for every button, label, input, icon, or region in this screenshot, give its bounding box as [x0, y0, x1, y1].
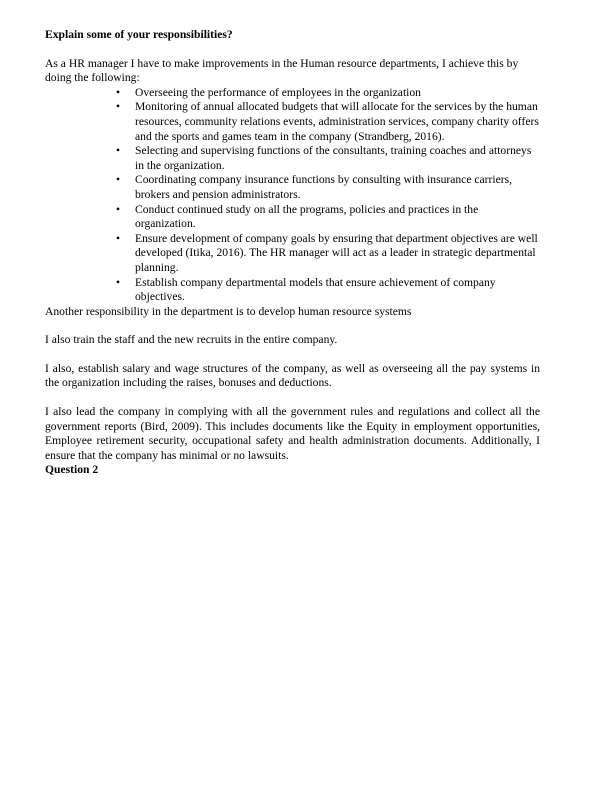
list-item-text: Conduct continued study on all the programs, policies and practices in the organization.	[135, 202, 479, 231]
bullet-icon: •	[116, 144, 121, 158]
list-item	[116, 144, 540, 173]
question-label: Question 2	[45, 463, 99, 477]
compliance-paragraph: I also lead the company in complying with all the government rules and regulations and collect all the government reports (Bird, 2009). This includes documents like the Equity in employment opportunities, Employee retirement security, occupational safety and health administration documents. Additionally, I ensure that the company has minimal or no lawsuits.	[45, 405, 540, 462]
systems-paragraph: Another responsibility in the department is to develop human resource systems	[45, 304, 412, 318]
list-item	[116, 100, 540, 144]
responsibilities-list	[45, 86, 540, 305]
list-item	[116, 202, 540, 232]
bullet-icon: •	[116, 100, 121, 114]
list-item-text: Selecting and supervising functions of the consultants, training coaches and attorneys in the organization.	[135, 144, 532, 172]
bullet-icon: •	[116, 202, 121, 216]
list-item-text: Establish company departmental models that ensure achievement of company objectives.	[135, 275, 496, 304]
list-item	[116, 173, 540, 202]
list-item-text: Overseeing the performance of employees in the organization	[135, 85, 421, 99]
salary-paragraph: I also, establish salary and wage structures of the company, as well as overseeing all the pay systems in the organization including the raises, bonuses and deductions.	[45, 361, 540, 390]
bullet-icon: •	[116, 173, 121, 187]
bullet-icon: •	[116, 85, 121, 99]
list-item-text: Monitoring of annual allocated budgets that will allocate for the services by the human resources, community relations events, administration services, company charity offers and the sports and games team in the company (Strandberg, 2016).	[135, 100, 539, 143]
list-item	[116, 231, 540, 276]
bullet-icon: •	[116, 275, 121, 289]
list-item	[116, 85, 540, 101]
list-item-text: Coordinating company insurance functions by consulting with insurance carriers, brokers and pension administrators.	[135, 173, 513, 201]
bullet-icon: •	[116, 231, 121, 245]
intro-paragraph: As a HR manager I have to make improvements in the Human resource departments, I achieve this by doing the following:	[45, 56, 519, 85]
section-heading: Explain some of your responsibilities?	[45, 28, 233, 41]
training-paragraph: I also train the staff and the new recruits in the entire company.	[45, 333, 338, 347]
list-item	[116, 275, 540, 305]
list-item-text: Ensure development of company goals by ensuring that department objectives are well developed (Itika, 2016). The HR manager will act as a leader in strategic departmental planning.	[135, 231, 538, 274]
